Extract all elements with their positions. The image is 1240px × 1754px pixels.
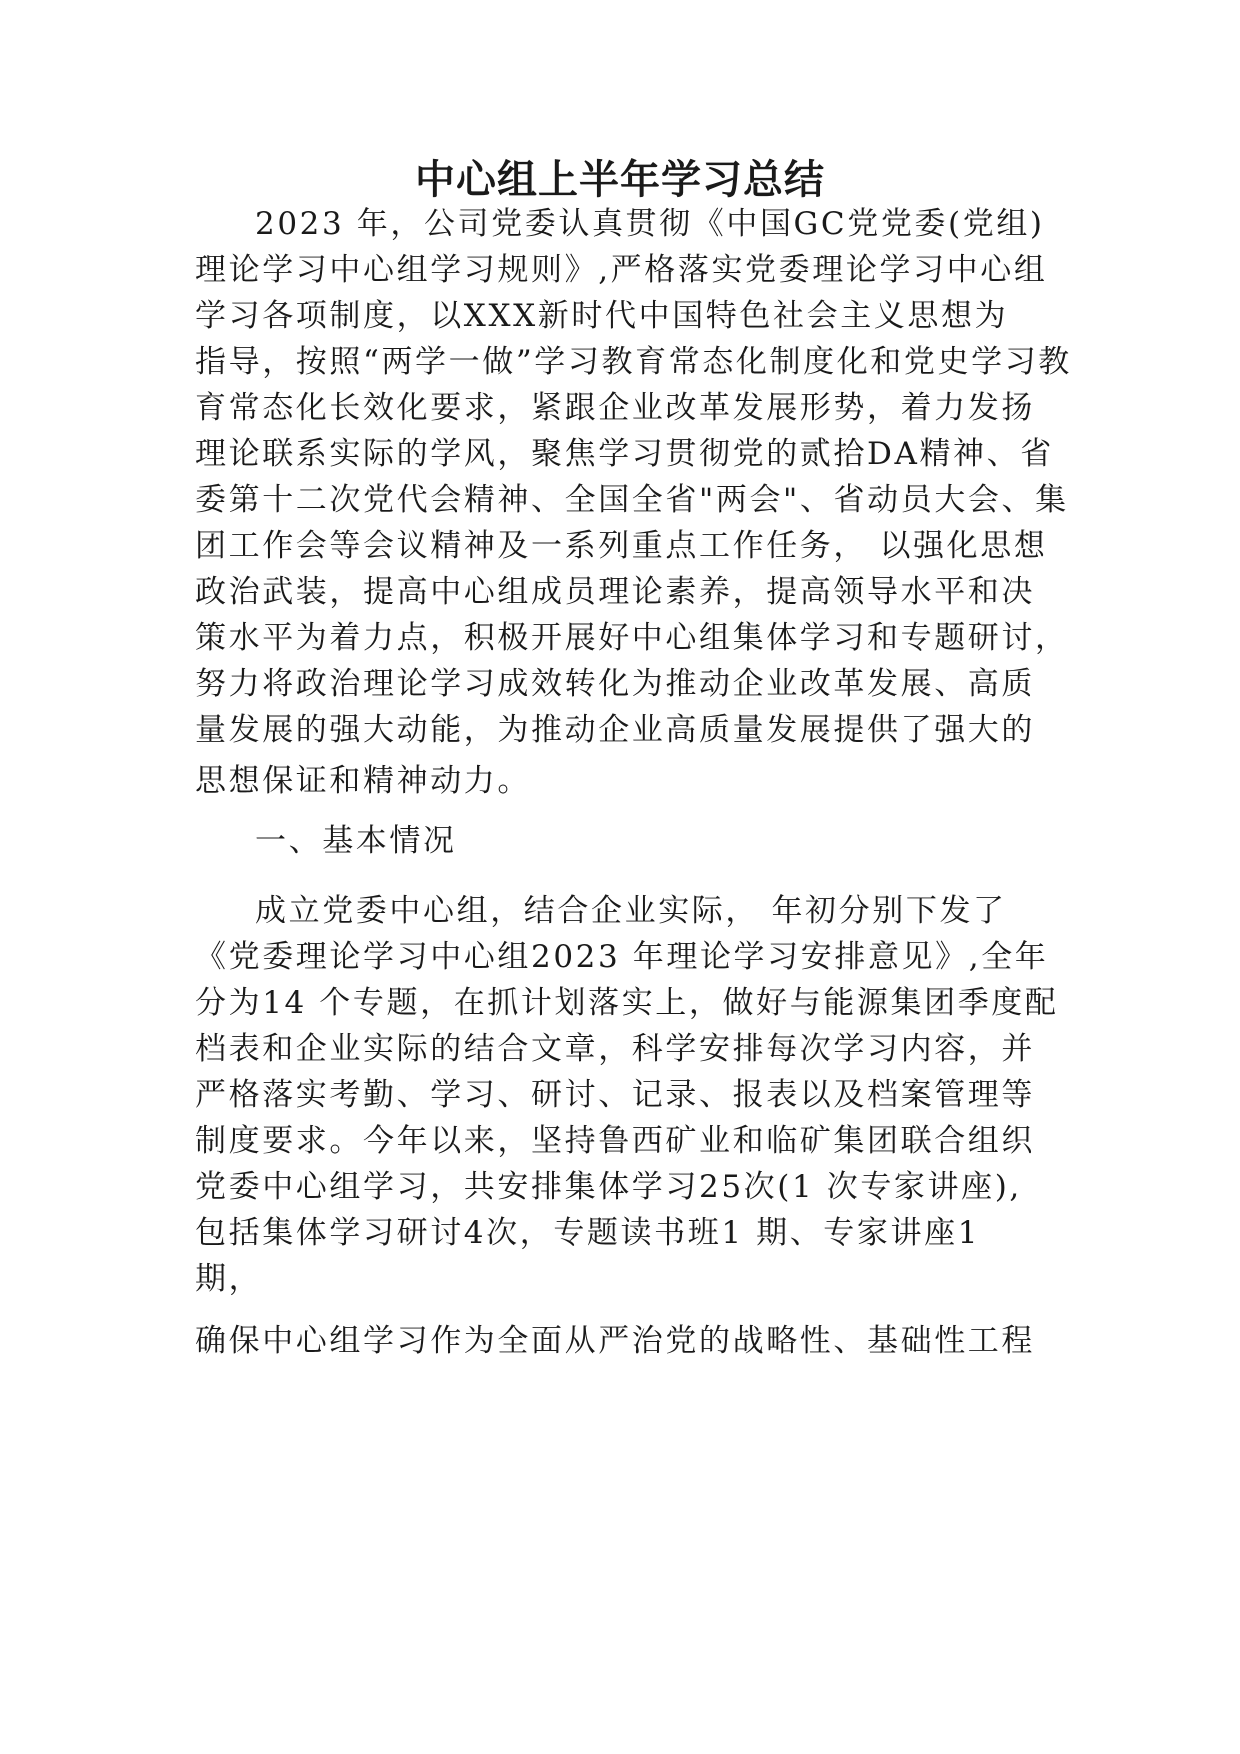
section-heading: 一、基本情况	[255, 823, 457, 859]
paragraph-line: 团工作会等会议精神及一系列重点工作任务， 以强化思想	[195, 528, 1048, 564]
paragraph-line: 期，	[195, 1261, 263, 1297]
paragraph-line: 育常态化长效化要求，紧跟企业改革发展形势，着力发扬	[195, 390, 1035, 426]
paragraph-line: 努力将政治理论学习成效转化为推动企业改革发展、高质	[195, 666, 1035, 702]
paragraph-line: 理论学习中心组学习规则》,严格落实党委理论学习中心组	[195, 252, 1048, 288]
paragraph-line: 党委中心组学习，共安排集体学习25次(1 次专家讲座),	[195, 1169, 1022, 1205]
document-title: 中心组上半年学习总结	[415, 157, 825, 203]
paragraph-line: 成立党委中心组，结合企业实际， 年初分别下发了	[255, 893, 1007, 929]
paragraph-line: 确保中心组学习作为全面从严治党的战略性、基础性工程	[195, 1323, 1035, 1359]
paragraph-line: 档表和企业实际的结合文章，科学安排每次学习内容，并	[195, 1031, 1035, 1067]
paragraph-line: 指导，按照“两学一做”学习教育常态化制度化和党史学习教	[195, 344, 1072, 380]
paragraph-line: 制度要求。今年以来，坚持鲁西矿业和临矿集团联合组织	[195, 1123, 1035, 1159]
paragraph-line: 分为14 个专题，在抓计划落实上，做好与能源集团季度配	[195, 985, 1059, 1021]
paragraph-line: 包括集体学习研讨4次，专题读书班1 期、专家讲座1	[195, 1215, 981, 1251]
paragraph-line: 量发展的强大动能，为推动企业高质量发展提供了强大的	[195, 712, 1035, 748]
paragraph-line: 思想保证和精神动力。	[195, 763, 531, 799]
paragraph-line: 学习各项制度，以XXX新时代中国特色社会主义思想为	[195, 298, 1009, 334]
paragraph-line: 2023 年，公司党委认真贯彻《中国GC党党委(党组)	[255, 206, 1045, 242]
paragraph-line: 理论联系实际的学风，聚焦学习贯彻党的贰拾DA精神、省	[195, 436, 1054, 472]
paragraph-line: 严格落实考勤、学习、研讨、记录、报表以及档案管理等	[195, 1077, 1035, 1113]
paragraph-line: 委第十二次党代会精神、全国全省"两会"、省动员大会、集	[195, 482, 1069, 518]
paragraph-line: 策水平为着力点，积极开展好中心组集体学习和专题研讨，	[195, 620, 1069, 656]
paragraph-line: 《党委理论学习中心组2023 年理论学习安排意见》,全年	[195, 939, 1049, 975]
paragraph-line: 政治武装，提高中心组成员理论素养，提高领导水平和决	[195, 574, 1035, 610]
